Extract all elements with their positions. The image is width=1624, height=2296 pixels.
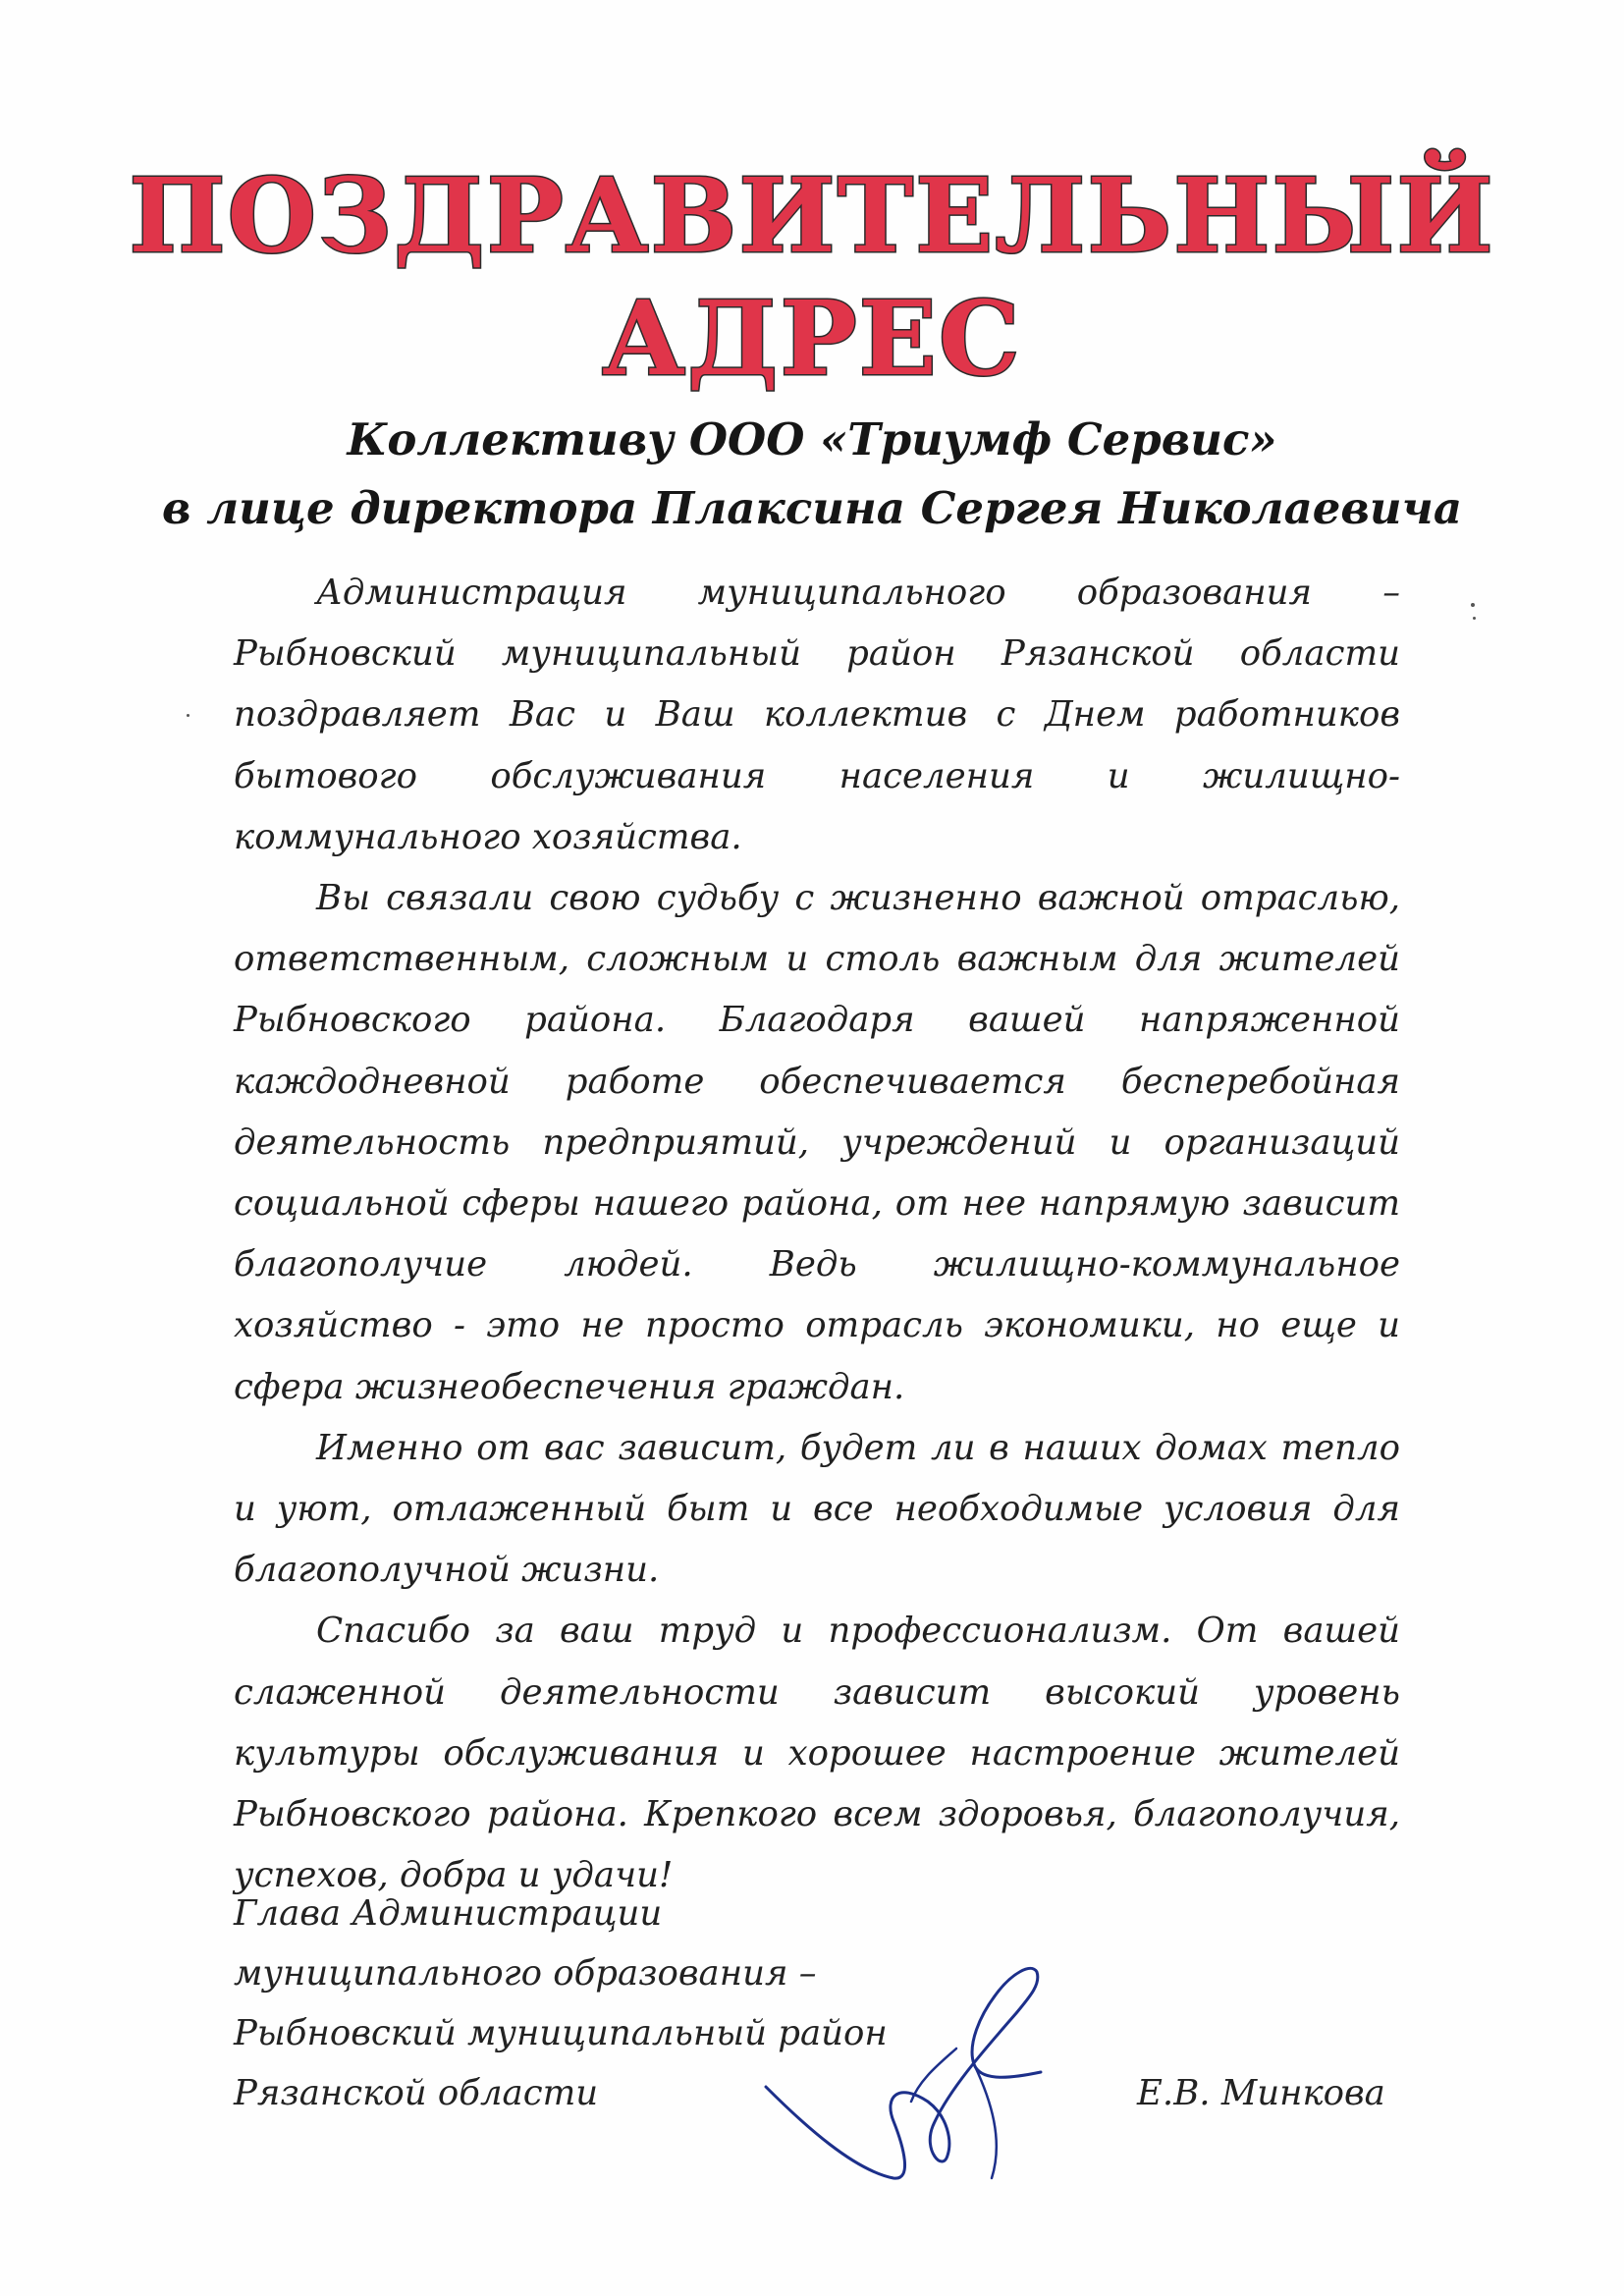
signatory-line-3: Рыбновский муниципальный район: [234, 2013, 888, 2053]
title-line-1: ПОЗДРАВИТЕЛЬНЫЙ: [129, 155, 1495, 276]
letter-body: [234, 563, 1400, 1906]
paragraph-greeting: Администрация муниципального образования – Рыбновский муниципальный район Рязанской области поздравляет Вас и Ваш коллектив с Днем работников бытового обслуживания населения и жилищно-коммунального хозяйства.: [234, 573, 1400, 857]
scan-speck: [1473, 617, 1476, 620]
scan-speck: [187, 714, 189, 717]
signatory-line-1: Глава Администрации: [234, 1893, 663, 1934]
title-line-2: АДРЕС: [602, 278, 1022, 399]
handwritten-signature: [746, 1954, 1080, 2190]
signer-name: Е.В. Минкова: [1137, 2073, 1385, 2113]
paragraph-comfort: Именно от вас зависит, будет ли в наших домах тепло и уют, отлаженный быт и все необходимые условия для благополучной жизни.: [234, 1427, 1400, 1591]
signatory-line-4: Рязанской области: [234, 2073, 599, 2113]
recipient-line-2: в лице директора Плаксина Сергея Николаевича: [162, 482, 1462, 534]
paragraph-thanks: Спасибо за ваш труд и профессионализм. От вашей слаженной деятельности зависит высокий уровень культуры обслуживания и хорошее настроение жителей Рыбновского района. Крепкого всем здоровья, благополучия, успехов, добра и удачи!: [234, 1611, 1400, 1896]
signatory-line-2: муниципального образования –: [234, 1953, 817, 1994]
scan-speck: [1471, 603, 1475, 607]
paragraph-industry: Вы связали свою судьбу с жизненно важной отраслью, ответственным, сложным и столь важным для жителей Рыбновского района. Благодаря вашей напряженной каждодневной работе обеспечивается бесперебойная деятельность предприятий, учреждений и организаций социальной сферы нашего района, от нее напрямую зависит благополучие людей. Ведь жилищно-коммунальное хозяйство - это не просто отрасль экономики, но еще и сфера жизнеобеспечения граждан.: [234, 878, 1400, 1407]
recipient-line-1: Коллективу ООО «Триумф Сервис»: [347, 413, 1277, 465]
